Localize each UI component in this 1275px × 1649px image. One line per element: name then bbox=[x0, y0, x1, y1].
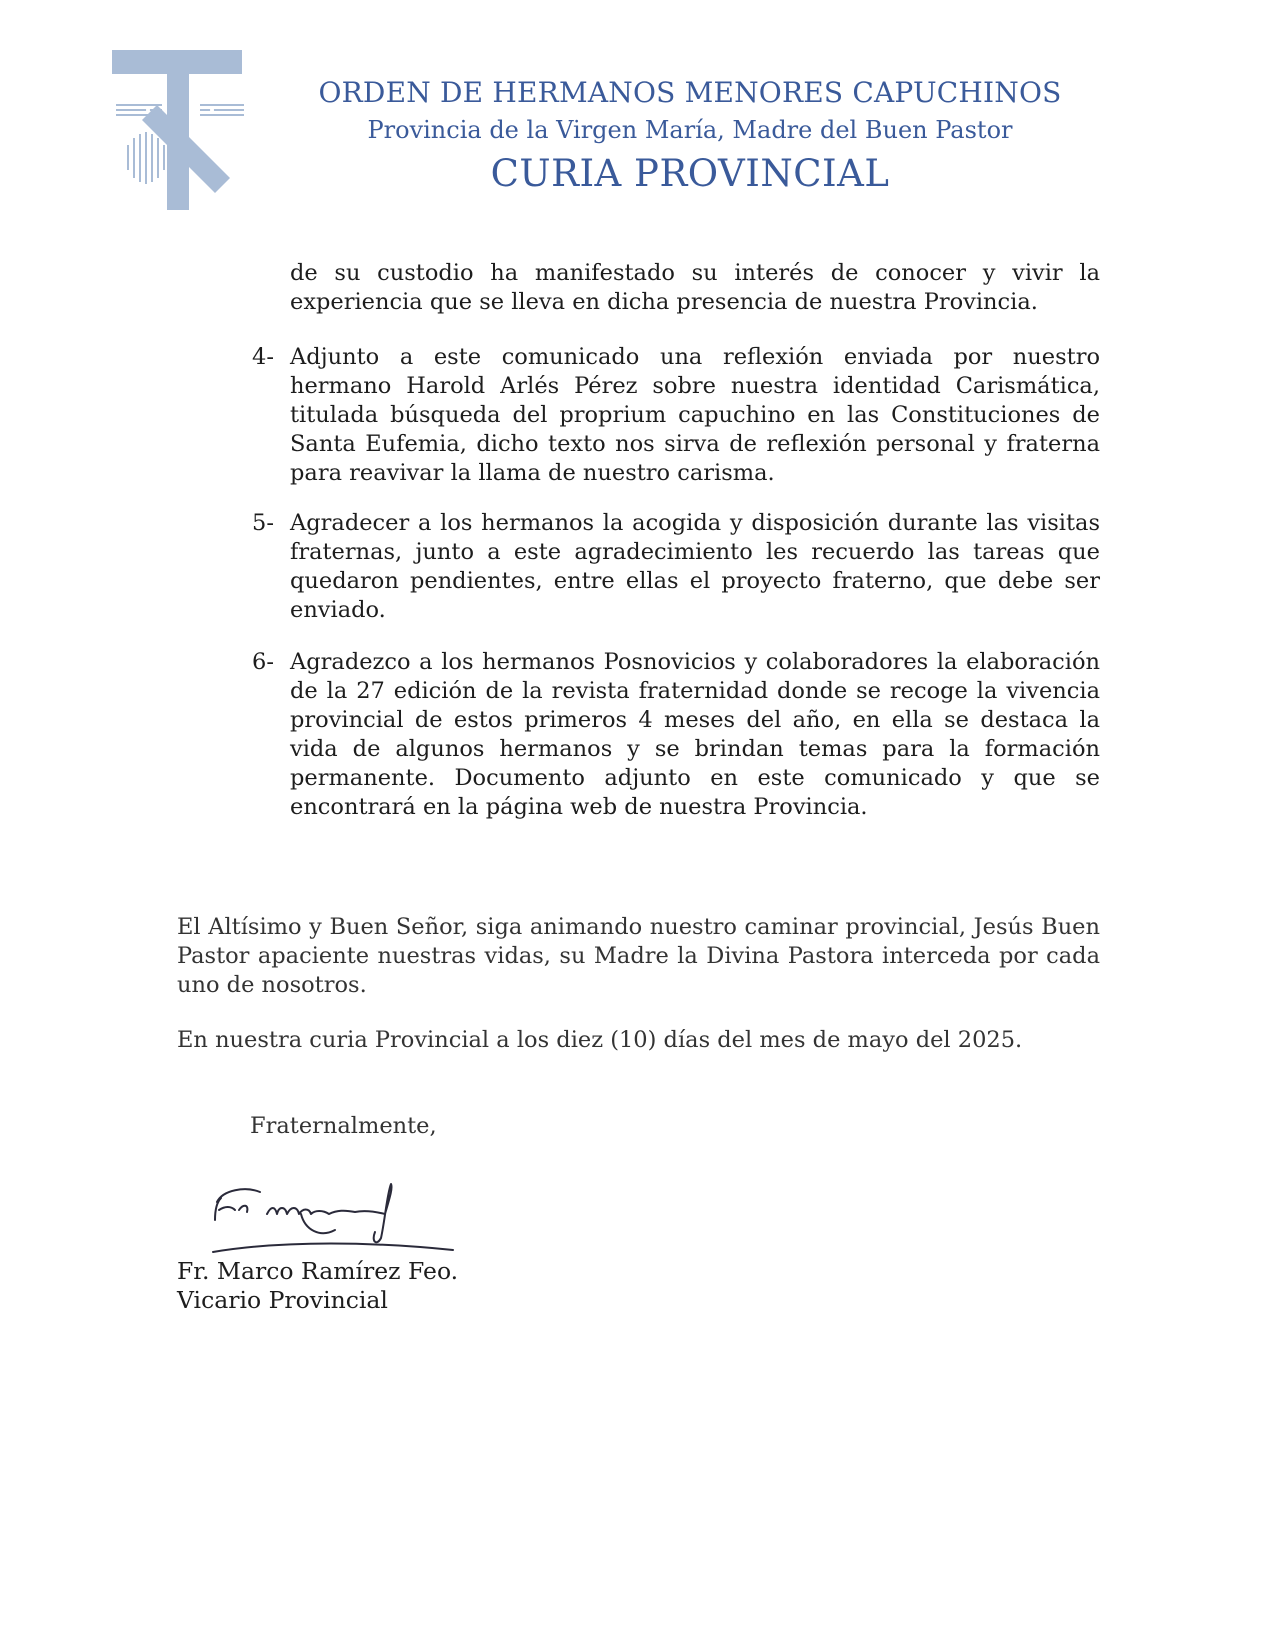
handwritten-signature bbox=[205, 1180, 475, 1260]
curia-title: CURIA PROVINCIAL bbox=[490, 152, 890, 195]
order-name: ORDEN DE HERMANOS MENORES CAPUCHINOS bbox=[318, 76, 1062, 109]
province-name: Provincia de la Virgen María, Madre del Buen Pastor bbox=[367, 116, 1013, 144]
item-text: Adjunto a este comunicado una reflexión enviada por nuestro hermano Harold Arlés Pérez sobre nuestra identidad Carismática, titulada búsqueda del proprium capuchino en las Constituciones de Santa Eufemia, dicho texto nos sirva de reflexión personal y fraterna para reavivar la llama de nuestro carisma. bbox=[290, 344, 1100, 486]
item-number: 4- bbox=[252, 344, 274, 370]
capuchin-tau-logo bbox=[112, 50, 250, 210]
farewell: Fraternalmente, bbox=[250, 1113, 437, 1139]
signer-title: Vicario Provincial bbox=[177, 1286, 388, 1314]
item-number: 5- bbox=[252, 510, 274, 536]
signer-name: Fr. Marco Ramírez Feo. bbox=[177, 1257, 459, 1285]
continuation-paragraph: de su custodio ha manifestado su interés de conocer y vivir la experiencia que se lleva en dicha presencia de nuestra Provincia. bbox=[290, 260, 1100, 315]
closing-paragraph: El Altísimo y Buen Señor, siga animando nuestro caminar provincial, Jesús Buen Pastor apaciente nuestras vidas, su Madre la Divina Pastora interceda por cada uno de nosotros. bbox=[177, 914, 1100, 998]
item-text: Agradezco a los hermanos Posnovicios y colaboradores la elaboración de la 27 edición de la revista fraternidad donde se recoge la vivencia provincial de estos primeros 4 meses del año, en ella se destaca la vida de algunos hermanos y se brindan temas para la formación permanente. Documento adjunto en este comunicado y que se encontrará en la página web de nuestra Provincia. bbox=[290, 649, 1100, 820]
item-text: Agradecer a los hermanos la acogida y disposición durante las visitas fraternas, junto a este agradecimiento les recuerdo las tareas que quedaron pendientes, entre ellas el proyecto fraterno, que debe ser enviado. bbox=[290, 510, 1100, 623]
dateline: En nuestra curia Provincial a los diez (10) días del mes de mayo del 2025. bbox=[177, 1027, 1023, 1053]
item-number: 6- bbox=[252, 649, 274, 675]
